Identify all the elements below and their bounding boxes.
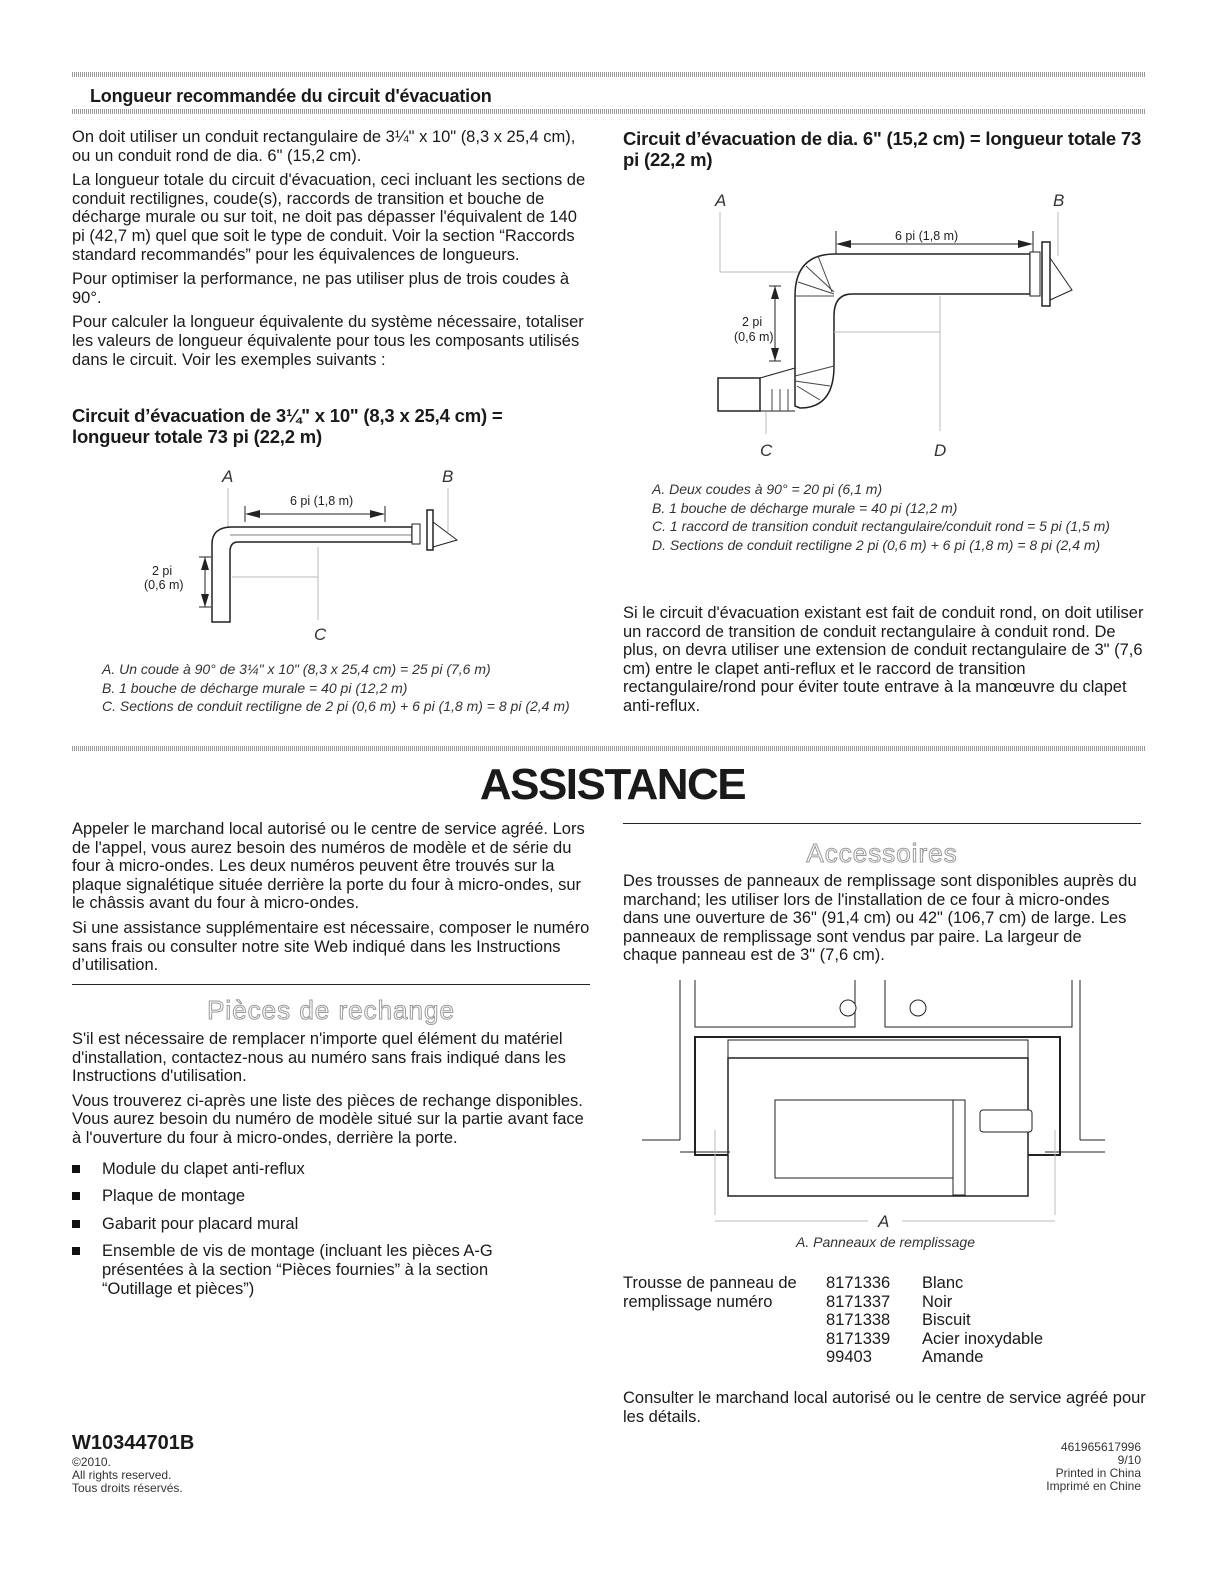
table-row [623,1274,1043,1293]
label-b: B [442,467,454,486]
paragraph: Vous trouverez ci-après une liste des pièces de rechange disponibles. Vous aurez besoin du numéro de modèle situé sur la partie avant face à l'ouverture du four à micro-ondes, derrière la porte. [72,1091,584,1147]
caption: C. Sections de conduit rectiligne de 2 pi (0,6 m) + 6 pi (1,8 m) = 8 pi (2,4 m) [102,698,570,714]
caption: A. Deux coudes à 90° = 20 pi (6,1 m) [652,481,883,497]
kit-number: 99403 [826,1348,872,1366]
list-item: Ensemble de vis de montage (incluant les pièces A-G présentées à la section “Pièces fournies” à la section “Outillage et pièces”) [72,1242,532,1298]
round-duct-heading: Circuit d’évacuation de dia. 6" (15,2 cm) = longueur totale 73 pi (22,2 m) [623,128,1142,170]
kit-number: 8171336 [826,1274,891,1292]
label-a: A [715,191,727,210]
rect-duct-diagram [130,462,480,642]
kit-number: 8171339 [826,1329,891,1348]
kit-color: Biscuit [922,1311,971,1329]
assistance-title: ASSISTANCE [479,760,746,809]
duct-length-intro [72,128,592,375]
assistance-intro [72,820,597,981]
caption: C. 1 raccord de transition conduit rectangulaire/conduit rond = 5 pi (1,5 m) [652,518,1110,534]
round-duct-captions [652,481,1132,555]
list-item: Plaque de montage [72,1187,597,1206]
table-row [623,1293,1043,1312]
kit-label-1: Trousse de panneau de [623,1274,797,1292]
caption: A. Un coude à 90° de 3¼" x 10" (8,3 x 25,4 cm) = 25 pi (7,6 m) [102,661,491,677]
vert-length-label-1: 2 pi [742,315,763,329]
parts-rule [72,984,590,985]
barcode-number: 461965617996 [1060,1440,1141,1454]
label-c: C [314,625,327,642]
list-item: Module du clapet anti-reflux [72,1160,597,1179]
accessories-closing: Consulter le marchand local autorisé ou le centre de service agréé pour les détails. [623,1389,1146,1426]
paragraph: Pour calculer la longueur équivalente du système nécessaire, totaliser les valeurs de longueur équivalente pour tous les composants utilisés dans le circuit. Voir les exemples suivants : [72,313,584,369]
kit-table [623,1274,1043,1367]
kit-color: Noir [922,1292,953,1311]
paragraph: Si une assistance supplémentaire est nécessaire, composer le numéro sans frais ou consulter notre site Web indiqué dans les Instructions d’utilisation. [72,918,590,975]
doc-number: W10344701B [72,1432,195,1454]
paragraph: La longueur totale du circuit d'évacuation, ceci incluant les sections de conduit rectilignes, coude(s), raccords de transition et bouche de décharge murale ou sur toit, ne doit pas dépasser l'équivalent de 140 pi (42,7 m) quel que soit le type de conduit. Voir la section “Raccords standard recommandés” pour les équivalences de longueurs. [72,171,586,264]
title-hatch-rule [72,109,1145,114]
label-a: A [222,467,234,486]
kit-label-2: remplissage numéro [623,1292,773,1311]
accessories-paragraph: Des trousses de panneaux de remplissage sont disponibles auprès du marchand; les utiliser lors de l'installation de ce four à micro-ondes dans une ouverture de 36" (91,4 cm) ou 42" (106,7 cm) de large. Les panneaux de remplissage sont vendus par paire. La largeur de chaque panneau est de 3" (7,6 cm). [623,872,1137,965]
paragraph: Pour optimiser la performance, ne pas utiliser plus de trois coudes à 90°. [72,270,570,307]
caption: D. Sections de conduit rectiligne 2 pi (0,6 m) + 6 pi (1,8 m) = 8 pi (2,4 m) [652,536,1101,553]
section-title-duct-length: Longueur recommandée du circuit d'évacuation [90,86,492,106]
vert-length-label-2: (0,6 m) [734,330,774,344]
filler-panel-diagram [640,980,1120,1230]
rights-fr: Tous droits réservés. [72,1481,183,1495]
print-date: 9/10 [1117,1453,1141,1467]
table-row [623,1311,1043,1330]
printed-fr: Imprimé en Chine [1046,1479,1141,1493]
paragraph: On doit utiliser un conduit rectangulaire de 3¼" x 10" (8,3 x 25,4 cm), ou un conduit rond de dia. 6" (15,2 cm). [72,128,576,165]
paragraph: S'il est nécessaire de remplacer n'importe quel élément du matériel d'installation, contactez-nous au numéro sans frais indiqué dans les Instructions d'utilisation. [72,1030,566,1086]
parts-body [72,1030,597,1307]
top-hatch-rule [72,72,1145,77]
vert-length-label-1: 2 pi [152,564,173,578]
rect-duct-captions [102,661,592,717]
accessories-rule [623,823,1141,824]
label-b: B [1053,191,1065,210]
table-row [623,1330,1043,1349]
parts-list [72,1160,597,1299]
caption: B. 1 bouche de décharge murale = 40 pi (12,2 m) [652,499,958,516]
round-duct-paragraph: Si le circuit d'évacuation existant est fait de conduit rond, on doit utiliser un raccord de transition de conduit rectangulaire à conduit rond. De plus, on devra utiliser une extension de conduit rectangulaire de 3" (7,6 cm) entre le clapet anti-reflux et le raccord de transition rectangulaire/rond pour éviter toute entrave à la manœuvre du clapet anti-reflux. [623,604,1144,715]
label-d: D [934,441,947,460]
copyright: ©2010. [72,1455,111,1469]
footer-right [1046,1441,1141,1493]
parts-title: Pièces de rechange [207,995,455,1025]
kit-color: Acier inoxydable [922,1329,1044,1348]
footer-left [72,1456,183,1495]
filler-panel-caption: A. Panneaux de remplissage [796,1234,975,1250]
kit-number: 8171338 [826,1311,891,1329]
bottom-hatch-rule [72,746,1145,751]
rights-en: All rights reserved. [72,1468,172,1482]
caption: B. 1 bouche de décharge murale = 40 pi (12,2 m) [102,679,408,696]
paragraph: Appeler le marchand local autorisé ou le centre de service agréé. Lors de l'appel, vous aurez besoin des numéros de modèle et de série du four à micro-ondes. Les deux numéros peuvent être trouvés sur la plaque signalétique située derrière la porte du four à micro-ondes, sur le châssis avant du four à micro-ondes. [72,820,585,913]
horiz-length-label: 6 pi (1,8 m) [895,229,959,243]
rect-duct-heading: Circuit d’évacuation de 3¼" x 10" (8,3 x 25,4 cm) = longueur totale 73 pi (22,2 m) [72,405,503,447]
printed-en: Printed in China [1055,1466,1141,1480]
label-a: A [878,1212,890,1230]
label-c: C [760,441,773,460]
kit-color: Blanc [922,1274,964,1292]
table-row [623,1348,1043,1367]
round-duct-diagram [700,186,1100,464]
accessories-title: Accessoires [806,838,958,868]
horiz-length-label: 6 pi (1,8 m) [290,494,354,508]
kit-color: Amande [922,1348,984,1366]
list-item: Gabarit pour placard mural [72,1215,597,1234]
kit-number: 8171337 [826,1292,891,1311]
vert-length-label-2: (0,6 m) [144,578,184,592]
